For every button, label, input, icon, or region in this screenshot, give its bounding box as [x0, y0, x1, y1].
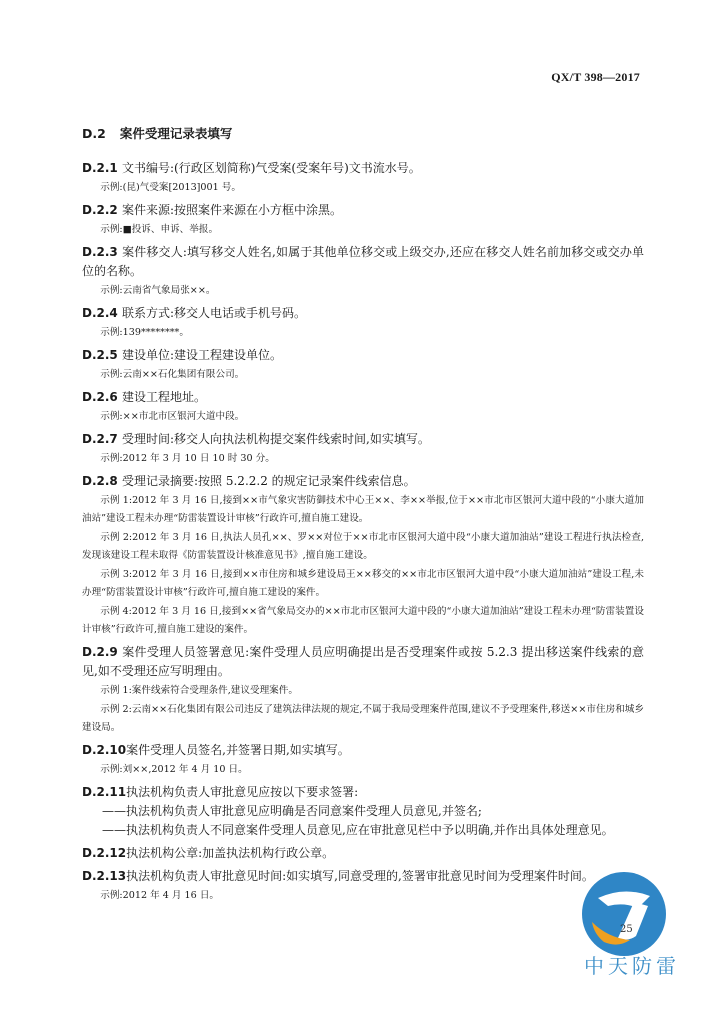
clause-number: D.2.5	[82, 348, 118, 362]
watermark-text: 中天防雷	[584, 954, 680, 978]
clause-number: D.2.8	[82, 474, 118, 488]
clause-number: D.2.4	[82, 306, 118, 320]
clause-d-2-5	[82, 346, 644, 365]
clause-text: 受理记录摘要:按照 5.2.2.2 的规定记录案件线索信息。	[122, 474, 416, 488]
clause-text: 案件受理人员签名,并签署日期,如实填写。	[126, 743, 350, 757]
example: 示例:2012 年 3 月 10 日 10 时 30 分。	[100, 453, 275, 464]
clause-d-2-1	[82, 159, 644, 178]
example: 示例:(昆)气受案[2013]001 号。	[100, 182, 241, 193]
clause-number: D.2.1	[82, 161, 118, 175]
example: 示例:××市北市区银河大道中段。	[100, 411, 245, 422]
clause-d-2-11	[82, 783, 644, 802]
dash-item: ——执法机构负责人不同意案件受理人员意见,应在审批意见栏中予以明确,并作出具体处理意见。	[102, 823, 614, 837]
clause-text: 建设工程地址。	[122, 390, 207, 404]
example: 示例 3:2012 年 3 月 16 日,接到××市住房和城乡建设局王××移交的××市北市区银河大道中段“小康大道加油站”建设工程,未办理“防雷装置设计审核”行政许可,擅自施工建设的案件。	[82, 569, 644, 598]
clause-text: 受理时间:移交人向执法机构提交案件线索时间,如实填写。	[122, 432, 430, 446]
logo-circle	[582, 872, 666, 956]
example: 示例 4:2012 年 3 月 16 日,接到××省气象局交办的××市北市区银河大道中段的“小康大道加油站”建设工程未办理“防雷装置设计审核”行政许可,擅自施工建设的案件。	[82, 606, 644, 635]
clause-d-2-9	[82, 643, 644, 681]
clause-text: 执法机构公章:加盖执法机构行政公章。	[126, 846, 335, 860]
example: 示例:2012 年 4 月 16 日。	[100, 890, 220, 901]
clause-text: 案件移交人:填写移交人姓名,如属于其他单位移交或上级交办,还应在移交人姓名前加移交或交办单位的名称。	[82, 245, 644, 278]
clause-d-2-3	[82, 243, 644, 281]
example: 示例:云南省气象局张××。	[100, 285, 216, 296]
clause-d-2-13	[82, 867, 644, 886]
example: 示例:云南××石化集团有限公司。	[100, 369, 245, 380]
clause-text: 执法机构负责人审批意见应按以下要求签署:	[126, 785, 359, 799]
clause-number: D.2.12	[82, 846, 127, 860]
example: 示例:刘××,2012 年 4 月 10 日。	[100, 764, 248, 775]
clause-number: D.2.10	[82, 743, 127, 757]
section-heading	[82, 124, 644, 142]
example: 示例 2:云南××石化集团有限公司违反了建筑法律法规的规定,不属于我局受理案件范围,建议不予受理案件,移送××市住房和城乡建设局。	[82, 704, 644, 733]
clause-text: 案件受理人员签署意见:案件受理人员应明确提出是否受理案件或按 5.2.3 提出移送案件线索的意见,如不受理还应写明理由。	[82, 645, 644, 678]
clause-number: D.2.7	[82, 432, 118, 446]
example: 示例 1:案件线索符合受理条件,建议受理案件。	[100, 685, 298, 696]
clause-text: 执法机构负责人审批意见时间:如实填写,同意受理的,签署审批意见时间为受理案件时间。	[126, 869, 594, 883]
document-body	[82, 116, 644, 905]
clause-d-2-8	[82, 472, 644, 491]
example: 示例 1:2012 年 3 月 16 日,接到××市气象灾害防御技术中心王××、李××举报,位于××市北市区银河大道中段的“小康大道加油站”建设工程未办理“防雷装置设计审核”行政许可,擅自施工建设。	[82, 495, 644, 524]
company-logo	[578, 868, 670, 960]
item-list	[82, 159, 644, 905]
dash-item: ——执法机构负责人审批意见应明确是否同意案件受理人员意见,并签名;	[102, 804, 482, 818]
clause-number: D.2.3	[82, 245, 118, 259]
clause-d-2-10	[82, 741, 644, 760]
clause-d-2-6	[82, 388, 644, 407]
section-number: D.2	[82, 126, 106, 141]
clause-number: D.2.9	[82, 645, 118, 659]
example: 示例 2:2012 年 3 月 16 日,执法人员孔××、罗××对位于××市北市区银河大道中段“小康大道加油站”建设工程进行执法检查,发现该建设工程未取得《防雷装置设计核准意见书》,擅自施工建设。	[82, 532, 644, 561]
clause-number: D.2.2	[82, 203, 118, 217]
clause-d-2-12	[82, 844, 644, 863]
clause-number: D.2.13	[82, 869, 127, 883]
example: 示例:■投诉、申诉、举报。	[100, 224, 219, 235]
clause-number: D.2.11	[82, 785, 127, 799]
clause-d-2-2	[82, 201, 644, 220]
example: 示例:139********。	[100, 327, 189, 338]
clause-text: 文书编号:(行政区划简称)气受案(受案年号)文书流水号。	[122, 161, 421, 175]
standard-code: QX/T 398—2017	[551, 70, 640, 84]
page-number: 25	[620, 924, 633, 935]
clause-number: D.2.6	[82, 390, 118, 404]
clause-d-2-4	[82, 304, 644, 323]
clause-text: 案件来源:按照案件来源在小方框中涂黑。	[122, 203, 343, 217]
clause-text: 联系方式:移交人电话或手机号码。	[122, 306, 307, 320]
clause-text: 建设单位:建设工程建设单位。	[122, 348, 283, 362]
clause-d-2-7	[82, 430, 644, 449]
section-title: 案件受理记录表填写	[119, 126, 233, 141]
